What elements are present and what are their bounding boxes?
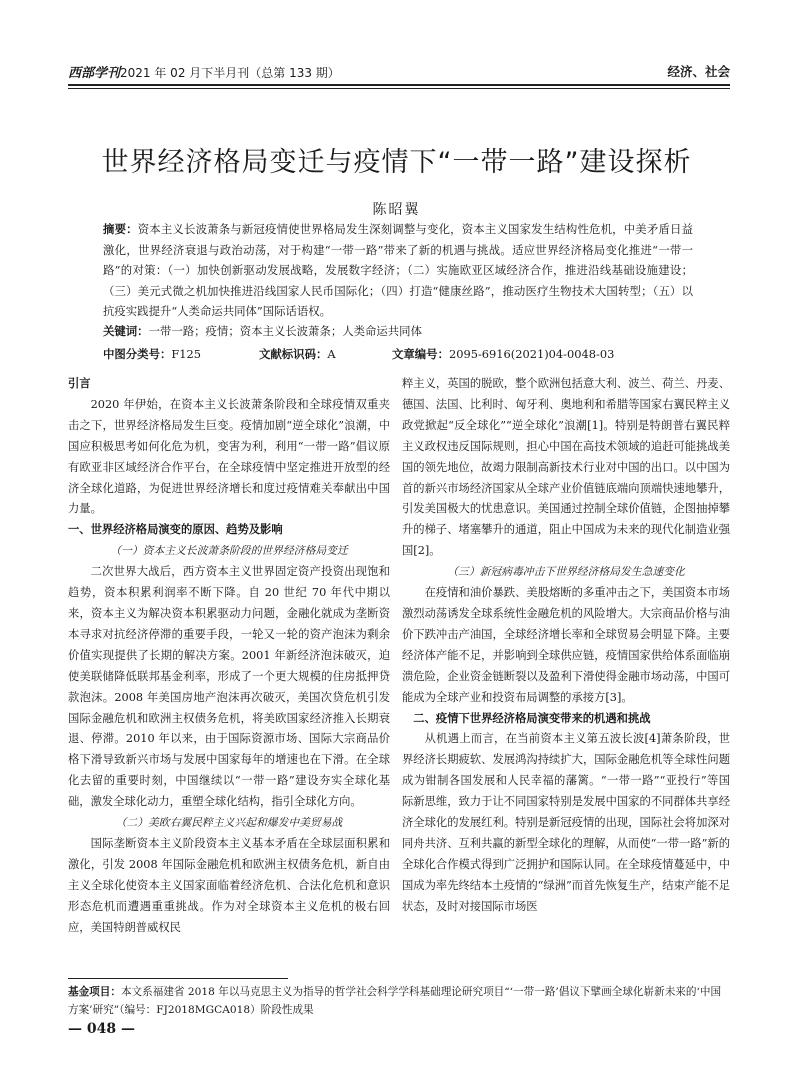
keywords (103, 323, 693, 339)
running-header (68, 62, 730, 82)
section-name: 经济、社会 (667, 64, 730, 79)
header-rule-thick (68, 84, 730, 86)
paragraph: 在疫情和油价暴跌、美股熔断的多重冲击之下，美国资本市场激烈动荡诱发全球系统性金融危机的风险增大。大宗商品价格与油价下跌冲击产油国，全球经济增长率和全球贸易会明显下降。主要经济体产能不足，并影响到全球供应链，疫情国家供给体系面临崩溃危险，企业资金链断裂以及盈利下滑使得金融市场动荡，中国可能成为全球产业和投资布局调整的承接方[3]。 (402, 586, 730, 704)
journal-name: 西部学刊 (68, 66, 121, 81)
header-rule-thin (68, 88, 730, 89)
journal-issue (68, 62, 340, 81)
clc-value: F125 (171, 347, 202, 361)
paragraph: 国际垄断资本主义阶段资本主义基本矛盾在全球层面积累和激化，引发 2008 年国际金融危机和欧洲主权债务危机，新自由主义全球化使资本主义国家面临着经济危机、合法化危机和意识形态危机而遭遇重重挑战。作为对全球资本主义危机的极右回应，美国特朗普威权民 (68, 836, 390, 934)
funding-text: 本文系福建省 2018 年以马克思主义为指导的哲学社会科学学科基础理论研究项目“‘一带一路’倡议下擘画全球化崭新未来的‘中国方案’研究”（编号：FJ2018MGCA018）阶段性成果 (68, 986, 722, 1016)
art-value: 2095-6916(2021)04-0048-03 (448, 347, 615, 361)
paragraph: 二次世界大战后，西方资本主义世界固定资产投资出现饱和趋势，资本积累利润率不断下降。自 20 世纪 70 年代中期以来，资本主义为解决资本积累驱动力问题，金融化就成为垄断资本寻求对抗经济停滞的重要手段，一轮又一轮的资产泡沫为剩余价值实现提供了长期的解决方案。2001 年新经济泡沫破灭，迫使美联储降低联邦基金利率，形成了一个更大规模的住房抵押贷款泡沫。2008 年美国房地产泡沫再次破灭，美国次贷危机引发国际金融危机和欧洲主权债务危机，将美欧国家经济推入长期衰退、停滞。2010 年以来，由于国际资源市场、国际大宗商品价格下滑导致新兴市场与发展中国家每年的增速也在下滑。在全球化去留的重要时刻，中国继续以“一带一路”建设夯实全球化基础，激发全球化动力，重塑全球化结构，指引全球化方向。 (68, 565, 390, 809)
clc-label: 中图分类号： (103, 347, 172, 361)
body-column-left (68, 374, 390, 938)
abstract (103, 219, 693, 322)
paragraph: 从机遇上而言，在当前资本主义第五波长波[4]萧条阶段，世界经济长期疲软、发展鸿沟持续扩大，国际金融危机等全球性问题成为钳制各国发展和人民幸福的藩篱。“一带一路”“亚投行”等国际新思维，致力于让不同国家特别是发展中国家的不同群体共享经济全球化的发展红利。特别是新冠疫情的出现，国际社会将加深对同舟共济、互利共赢的新型全球化的理解，从而使“一带一路”新的全球化合作模式得到广泛拥护和国际认同。在全球疫情蔓延中，中国成为率先终结本土疫情的“绿洲”而首先恢复生产，结束产能不足状态，及时对接国际市场医 (402, 732, 730, 913)
footnote-rule (68, 978, 288, 979)
clc-number (103, 346, 201, 362)
doc-label: 文献标识码： (259, 347, 328, 361)
section-heading: （二）美欧右翼民粹主义兴起和爆发中美贸易战 (115, 816, 343, 830)
section-heading: 一、世界经济格局演变的原因、趋势及影响 (68, 523, 283, 537)
document-code (259, 346, 336, 362)
keywords-label: 关键词： (103, 324, 149, 338)
body-column-right (402, 374, 730, 918)
paragraph: 2020 年伊始，在资本主义长波萧条阶段和全球疫情双重夹击之下，世界经济格局发生巨变。疫情加剧“逆全球化”浪潮，中国应积极思考如何化危为机，变害为利，利用“一带一路”倡议原有欧亚非区域经济合作平台，在全球疫情中坚定推进开放型的经济全球化道路，为促进世界经济增长和度过疫情难关奉献出中国力量。 (68, 397, 390, 516)
section-heading: 引言 (68, 377, 91, 390)
keywords-text: 一带一路；疫情；资本主义长波萧条；人类命运共同体 (148, 324, 422, 338)
article-author: 陈昭翼 (372, 202, 421, 218)
abstract-label: 摘要： (103, 222, 138, 236)
funding-footnote (68, 983, 730, 1019)
page-number: — 048 — (68, 1021, 135, 1037)
art-label: 文章编号： (392, 347, 449, 361)
section-heading: （三）新冠病毒冲击下世界经济格局发生急速变化 (447, 565, 685, 579)
paragraph: 粹主义，英国的脱欧，整个欧洲包括意大利、波兰、荷兰、丹麦、德国、法国、比利时、匈牙利、奥地利和希腊等国家右翼民粹主义政党掀起“反全球化”“逆全球化”浪潮[1]。特别是特朗普右翼民粹主义政权违反国际规则，担心中国在高技术领域的追赶可能挑战美国的领先地位，故竭力限制高新技术行业对中国的出口。以中国为首的新兴市场经济国家从全球产业价值链底端向顶端快速地攀升，引发美国极大的忧患意识。美国通过控制全球价值链，企图抽掉攀升的梯子、堵塞攀升的通道，阻止中国成为未来的现代化制造业强国[2]。 (402, 377, 730, 558)
abstract-text: 资本主义长波萧条与新冠疫情使世界格局发生深刻调整与变化，资本主义国家发生结构性危机，中美矛盾日益激化，世界经济衰退与政治动荡，对于构建“一带一路”带来了新的机遇与挑战。适应世界经济格局变化推进“一带一路”的对策：（一）加快创新驱动发展战略，发展数字经济；（二）实施欧亚区域经济合作，推进沿线基础设施建设；（三）美元式微之机加快推进沿线国家人民币国际化；（四）打造“健康丝路”，推动医疗生物技术大国转型；（五）以抗疫实践提升“人类命运共同体”国际话语权。 (103, 222, 693, 318)
section-heading: （一）资本主义长波萧条阶段的世界经济格局变迁 (110, 544, 348, 558)
section-heading: 二、疫情下世界经济格局演变带来的机遇和挑战 (413, 711, 651, 725)
article-number (392, 346, 614, 362)
funding-label: 基金项目： (68, 986, 121, 998)
doc-value: A (327, 347, 336, 361)
article-title: 世界经济格局变迁与疫情下“一带一路”建设探析 (101, 147, 692, 178)
issue-info: 2021 年 02 月下半月刊（总第 133 期） (120, 66, 340, 80)
